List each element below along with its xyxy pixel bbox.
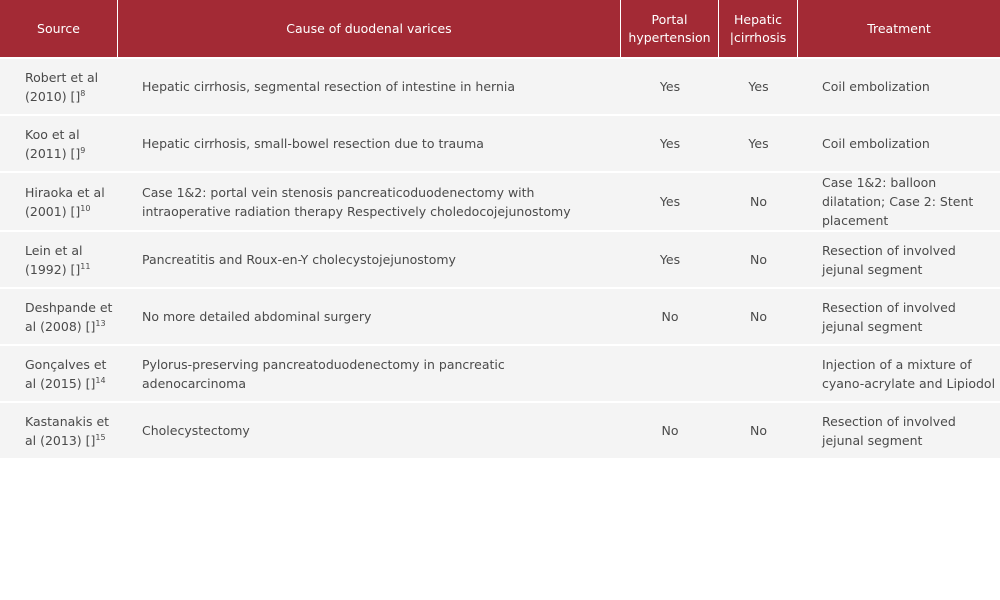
reference-number: 9 (80, 145, 86, 155)
portal-hypertension-cell: Yes (621, 57, 719, 114)
source-text: Deshpande et al (2008) [] (25, 299, 113, 334)
hepatic-cirrhosis-cell: No (719, 401, 798, 458)
header-portal-line1: Portal (651, 11, 688, 27)
reference-number: 11 (80, 261, 91, 271)
header-cause: Cause of duodenal varices (118, 0, 621, 57)
source-cell (0, 114, 118, 171)
reference-number: 10 (80, 203, 91, 213)
header-portal-hypertension (621, 0, 719, 57)
portal-hypertension-cell (621, 344, 719, 401)
hepatic-cirrhosis-cell: No (719, 230, 798, 287)
header-hepatic-line2: |cirrhosis (729, 29, 787, 45)
treatment-cell: Resection of involved jejunal segment (798, 230, 1000, 287)
source-text: Robert et al (2010) [] (25, 69, 99, 104)
portal-hypertension-cell: Yes (621, 114, 719, 171)
cause-cell: Cholecystectomy (118, 401, 621, 458)
hepatic-cirrhosis-cell: Yes (719, 114, 798, 171)
header-portal-line2: hypertension (628, 29, 711, 45)
table-row (0, 287, 1000, 344)
cause-cell: Pylorus-preserving pancreatoduodenectomy in pancreatic adenocarcinoma (118, 344, 621, 401)
header-row (0, 0, 1000, 57)
table-header (0, 0, 1000, 57)
source-cell (0, 287, 118, 344)
source-cell (0, 344, 118, 401)
header-source: Source (0, 0, 118, 57)
source-text: Koo et al (2011) [] (25, 126, 81, 161)
table-row (0, 230, 1000, 287)
reference-number: 8 (80, 88, 86, 98)
reference-number: 14 (95, 375, 106, 385)
source-cell (0, 230, 118, 287)
hepatic-cirrhosis-cell: No (719, 171, 798, 230)
hepatic-cirrhosis-cell: No (719, 287, 798, 344)
portal-hypertension-cell: Yes (621, 171, 719, 230)
cause-cell: No more detailed abdominal surgery (118, 287, 621, 344)
treatment-cell: Coil embolization (798, 57, 1000, 114)
cause-cell: Hepatic cirrhosis, small-bowel resection due to trauma (118, 114, 621, 171)
reference-number: 15 (95, 432, 106, 442)
table-row (0, 344, 1000, 401)
portal-hypertension-cell: No (621, 287, 719, 344)
treatment-cell: Resection of involved jejunal segment (798, 401, 1000, 458)
source-cell (0, 57, 118, 114)
cause-cell: Hepatic cirrhosis, segmental resection of intestine in hernia (118, 57, 621, 114)
table-body (0, 57, 1000, 458)
treatment-cell: Coil embolization (798, 114, 1000, 171)
portal-hypertension-cell: No (621, 401, 719, 458)
reference-number: 13 (95, 318, 106, 328)
header-hepatic-line1: Hepatic (734, 11, 782, 27)
cause-cell: Pancreatitis and Roux-en-Y cholecystojejunostomy (118, 230, 621, 287)
table-row (0, 401, 1000, 458)
header-hepatic-cirrhosis (719, 0, 798, 57)
source-cell (0, 401, 118, 458)
portal-hypertension-cell: Yes (621, 230, 719, 287)
treatment-cell: Case 1&2: balloon dilatation; Case 2: Stent placement (798, 171, 1000, 230)
source-cell (0, 171, 118, 230)
treatment-cell: Injection of a mixture of cyano-acrylate and Lipiodol (798, 344, 1000, 401)
header-treatment: Treatment (798, 0, 1000, 57)
table-row (0, 114, 1000, 171)
hepatic-cirrhosis-cell (719, 344, 798, 401)
source-text: Hiraoka et al (2001) [] (25, 184, 105, 219)
source-text: Kastanakis et al (2013) [] (25, 413, 110, 448)
hepatic-cirrhosis-cell: Yes (719, 57, 798, 114)
table-row (0, 171, 1000, 230)
treatment-cell: Resection of involved jejunal segment (798, 287, 1000, 344)
source-text: Lein et al (1992) [] (25, 242, 83, 277)
cause-cell: Case 1&2: portal vein stenosis pancreaticoduodenectomy with intraoperative radiation therapy Respectively choledocojejunostomy (118, 171, 621, 230)
table-row (0, 57, 1000, 114)
source-text: Gonçalves et al (2015) [] (25, 356, 107, 391)
